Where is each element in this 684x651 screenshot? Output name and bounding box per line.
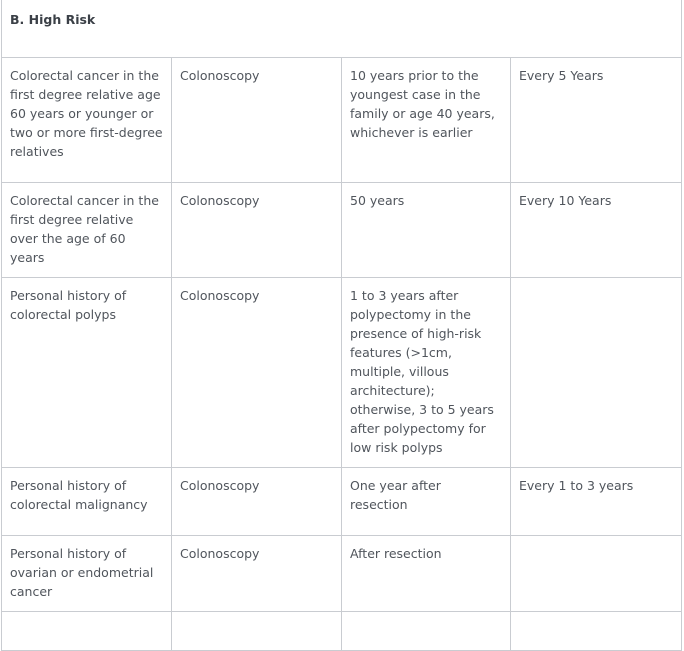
table-row-partial bbox=[2, 612, 682, 651]
empty-cell bbox=[511, 612, 682, 651]
empty-cell bbox=[172, 612, 342, 651]
section-header-row bbox=[2, 0, 682, 58]
interval-cell: Every 5 Years bbox=[511, 58, 682, 183]
test-cell: Colonoscopy bbox=[172, 536, 342, 612]
table-row bbox=[2, 278, 682, 468]
table-row bbox=[2, 536, 682, 612]
section-title: B. High Risk bbox=[2, 0, 682, 58]
start-cell: After resection bbox=[342, 536, 511, 612]
test-cell: Colonoscopy bbox=[172, 58, 342, 183]
interval-cell bbox=[511, 278, 682, 468]
test-cell: Colonoscopy bbox=[172, 183, 342, 278]
test-cell: Colonoscopy bbox=[172, 278, 342, 468]
condition-cell: Personal history of colorectal malignancy bbox=[2, 468, 172, 536]
start-cell: 1 to 3 years after polypectomy in the presence of high-risk features (>1cm, multiple, villous architecture); otherwise, 3 to 5 years after polypectomy for low risk polyps bbox=[342, 278, 511, 468]
interval-cell bbox=[511, 536, 682, 612]
table-row bbox=[2, 468, 682, 536]
table-row bbox=[2, 183, 682, 278]
condition-cell: Personal history of ovarian or endometrial cancer bbox=[2, 536, 172, 612]
empty-cell bbox=[342, 612, 511, 651]
interval-cell: Every 1 to 3 years bbox=[511, 468, 682, 536]
condition-cell: Colorectal cancer in the first degree relative age 60 years or younger or two or more first-degree relatives bbox=[2, 58, 172, 183]
start-cell: 50 years bbox=[342, 183, 511, 278]
interval-cell: Every 10 Years bbox=[511, 183, 682, 278]
table-row bbox=[2, 58, 682, 183]
test-cell: Colonoscopy bbox=[172, 468, 342, 536]
high-risk-screening-table bbox=[1, 0, 682, 651]
condition-cell: Colorectal cancer in the first degree relative over the age of 60 years bbox=[2, 183, 172, 278]
empty-cell bbox=[2, 612, 172, 651]
start-cell: 10 years prior to the youngest case in the family or age 40 years, whichever is earlier bbox=[342, 58, 511, 183]
condition-cell: Personal history of colorectal polyps bbox=[2, 278, 172, 468]
start-cell: One year after resection bbox=[342, 468, 511, 536]
